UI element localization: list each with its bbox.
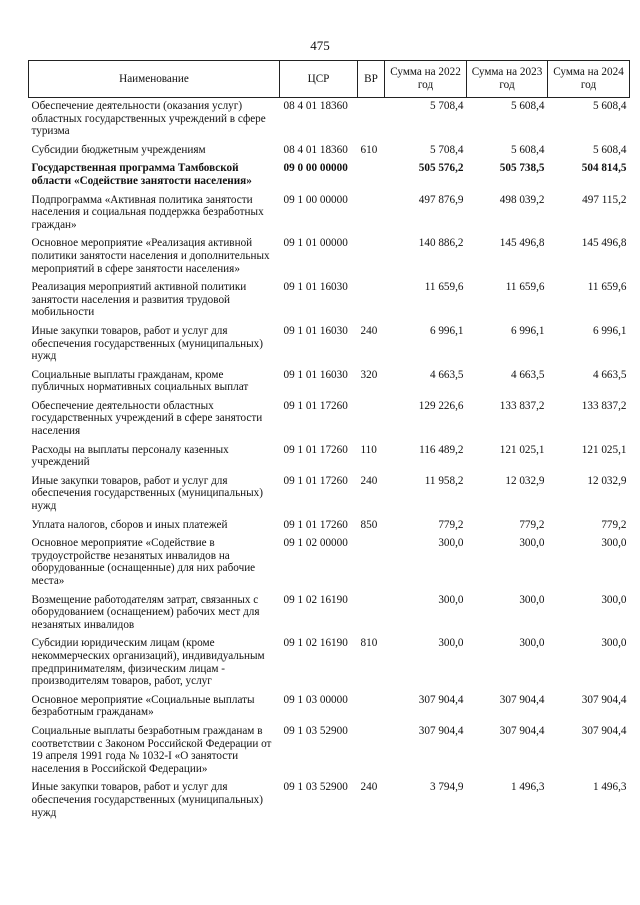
row-vr: 810 bbox=[360, 637, 378, 650]
row-sum-2024: 5 608,4 bbox=[592, 143, 627, 156]
row-sum-2023: 300,0 bbox=[519, 593, 545, 606]
row-csr: 09 1 02 00000 bbox=[283, 537, 348, 550]
table-row bbox=[29, 142, 630, 161]
row-name: Субсидии бюджетным учреждениям bbox=[31, 143, 206, 156]
row-sum-2022: 5 708,4 bbox=[429, 143, 464, 156]
row-sum-2022: 779,2 bbox=[438, 518, 464, 531]
row-sum-2022: 116 489,2 bbox=[419, 443, 464, 456]
row-sum-2024: 4 663,5 bbox=[592, 368, 627, 381]
table-row bbox=[29, 592, 630, 636]
header-vr: ВР bbox=[358, 61, 385, 98]
row-sum-2023: 505 738,5 bbox=[499, 162, 545, 175]
row-sum-2023: 5 608,4 bbox=[510, 100, 545, 112]
row-csr: 09 1 01 17260 bbox=[283, 518, 348, 531]
table-row bbox=[29, 473, 630, 517]
table-row bbox=[29, 442, 630, 473]
row-name: Возмещение работодателям затрат, связанных с оборудованием (оснащением) рабочих мест для незанятых инвалидов bbox=[31, 593, 260, 631]
row-sum-2022: 307 904,4 bbox=[418, 693, 464, 706]
row-sum-2022: 3 794,9 bbox=[429, 781, 464, 794]
row-vr bbox=[358, 98, 385, 142]
row-sum-2023: 6 996,1 bbox=[510, 324, 545, 337]
row-name: Реализация мероприятий активной политики занятости населения и развития трудовой мобильности bbox=[31, 281, 247, 319]
row-sum-2022: 129 226,6 bbox=[418, 399, 464, 412]
header-2023: Сумма на 2023 год bbox=[467, 61, 548, 98]
row-sum-2024: 133 837,2 bbox=[581, 399, 627, 412]
row-vr bbox=[358, 398, 385, 442]
row-sum-2022: 300,0 bbox=[438, 537, 464, 550]
table-row bbox=[29, 517, 630, 536]
row-sum-2024: 145 496,8 bbox=[581, 237, 627, 250]
table-row bbox=[29, 279, 630, 323]
row-vr: 850 bbox=[360, 518, 378, 531]
row-sum-2023: 498 039,2 bbox=[499, 193, 545, 206]
row-sum-2023: 133 837,2 bbox=[499, 399, 545, 412]
page-number: 475 bbox=[310, 38, 330, 53]
row-sum-2024: 300,0 bbox=[601, 537, 627, 550]
row-name: Основное мероприятие «Реализация активной политики занятости населения и дополнительных мероприятий в сфере занятости населения» bbox=[31, 237, 270, 275]
row-sum-2024: 307 904,4 bbox=[581, 724, 627, 737]
table-row bbox=[29, 367, 630, 398]
row-name: Иные закупки товаров, работ и услуг для обеспечения государственных (муниципальных) нужд bbox=[31, 781, 263, 819]
row-sum-2024: 779,2 bbox=[601, 518, 627, 531]
row-name: Социальные выплаты гражданам, кроме публичных нормативных социальных выплат bbox=[31, 368, 249, 394]
row-sum-2023: 779,2 bbox=[519, 518, 545, 531]
row-vr bbox=[358, 723, 385, 779]
row-name: Иные закупки товаров, работ и услуг для обеспечения государственных (муниципальных) нужд bbox=[31, 324, 263, 363]
row-vr: 610 bbox=[360, 143, 378, 156]
row-sum-2024: 6 996,1 bbox=[592, 324, 627, 337]
row-vr bbox=[358, 692, 385, 723]
row-sum-2022: 497 876,9 bbox=[418, 193, 464, 206]
row-csr: 08 4 01 18360 bbox=[283, 143, 348, 156]
row-sum-2023: 300,0 bbox=[519, 637, 545, 650]
row-name: Основное мероприятие «Социальные выплаты безработным гражданам» bbox=[31, 693, 255, 719]
row-vr bbox=[358, 160, 385, 191]
row-sum-2022: 6 996,1 bbox=[429, 324, 464, 337]
header-2022: Сумма на 2022 год bbox=[385, 61, 467, 98]
table-row bbox=[29, 192, 630, 236]
table-row bbox=[29, 535, 630, 591]
row-sum-2023: 307 904,4 bbox=[499, 724, 545, 737]
row-sum-2023: 12 032,9 bbox=[505, 474, 545, 487]
row-sum-2023: 1 496,3 bbox=[510, 781, 545, 794]
table-body bbox=[29, 98, 630, 824]
row-sum-2023: 11 659,6 bbox=[505, 281, 545, 294]
row-sum-2022: 11 659,6 bbox=[424, 281, 464, 294]
row-sum-2024: 5 608,4 bbox=[592, 100, 627, 112]
row-vr: 240 bbox=[360, 324, 378, 337]
row-sum-2022: 307 904,4 bbox=[418, 724, 464, 737]
row-name: Расходы на выплаты персоналу казенных учреждений bbox=[31, 443, 229, 469]
row-sum-2024: 497 115,2 bbox=[582, 193, 627, 206]
row-sum-2022: 11 958,2 bbox=[424, 474, 464, 487]
row-csr: 09 0 00 00000 bbox=[283, 162, 348, 175]
row-name: Иные закупки товаров, работ и услуг для обеспечения государственных (муниципальных) нужд bbox=[31, 474, 263, 513]
header-2024: Сумма на 2024 год bbox=[548, 61, 630, 98]
budget-table bbox=[28, 60, 630, 823]
row-sum-2023: 121 025,1 bbox=[499, 443, 545, 456]
row-vr bbox=[358, 235, 385, 279]
row-vr bbox=[358, 192, 385, 236]
row-csr: 09 1 02 16190 bbox=[283, 593, 348, 606]
table-header-row bbox=[29, 61, 630, 98]
row-sum-2022: 300,0 bbox=[438, 593, 464, 606]
row-name: Уплата налогов, сборов и иных платежей bbox=[31, 518, 228, 531]
row-csr: 09 1 01 17260 bbox=[283, 474, 348, 487]
header-csr: ЦСР bbox=[280, 61, 358, 98]
table-row bbox=[29, 692, 630, 723]
row-sum-2024: 300,0 bbox=[601, 593, 627, 606]
row-sum-2024: 307 904,4 bbox=[581, 693, 627, 706]
row-name: Субсидии юридическим лицам (кроме некоммерческих организаций), индивидуальным предпринимателям, физическим лицам - производителям товаров, работ, услуг bbox=[31, 637, 265, 688]
row-vr bbox=[358, 592, 385, 636]
table-row bbox=[29, 779, 630, 823]
table-row bbox=[29, 160, 630, 191]
row-vr: 320 bbox=[360, 368, 378, 381]
row-name: Обеспечение деятельности областных государственных учреждений в сфере занятости населения bbox=[31, 399, 263, 438]
row-csr: 09 1 02 16190 bbox=[283, 637, 348, 650]
row-name: Социальные выплаты безработным гражданам в соответствии с Законом Российской Федерации от 19 апреля 1991 года № 1032-I «О занятости населения в Российской Федерации» bbox=[31, 724, 272, 775]
row-csr: 09 1 01 00000 bbox=[283, 237, 348, 250]
row-csr: 09 1 01 17260 bbox=[283, 443, 348, 456]
table-row bbox=[29, 235, 630, 279]
row-sum-2023: 145 496,8 bbox=[499, 237, 545, 250]
row-csr: 09 1 01 17260 bbox=[283, 399, 348, 412]
table-row bbox=[29, 723, 630, 779]
row-sum-2023: 5 608,4 bbox=[510, 143, 545, 156]
table-row bbox=[29, 398, 630, 442]
row-csr: 09 1 01 16030 bbox=[283, 281, 348, 294]
row-sum-2024: 12 032,9 bbox=[587, 474, 627, 487]
row-sum-2024: 300,0 bbox=[601, 637, 627, 650]
row-vr: 110 bbox=[360, 443, 377, 456]
row-csr: 09 1 03 52900 bbox=[283, 781, 348, 794]
table-row bbox=[29, 98, 630, 142]
row-sum-2023: 4 663,5 bbox=[510, 368, 545, 381]
table-row bbox=[29, 635, 630, 691]
row-sum-2023: 307 904,4 bbox=[499, 693, 545, 706]
row-vr: 240 bbox=[360, 781, 378, 794]
row-csr: 09 1 00 00000 bbox=[283, 193, 348, 206]
row-sum-2022: 140 886,2 bbox=[418, 237, 464, 250]
row-name: Основное мероприятие «Содействие в трудоустройстве незанятых инвалидов на оборудованные (оснащенные) для них рабочие места» bbox=[31, 537, 256, 587]
row-sum-2022: 300,0 bbox=[438, 637, 464, 650]
row-csr: 08 4 01 18360 bbox=[283, 100, 348, 112]
row-vr bbox=[358, 279, 385, 323]
row-csr: 09 1 01 16030 bbox=[283, 368, 348, 381]
row-sum-2022: 4 663,5 bbox=[429, 368, 464, 381]
row-csr: 09 1 01 16030 bbox=[283, 324, 348, 337]
row-sum-2022: 5 708,4 bbox=[429, 100, 464, 112]
row-sum-2024: 504 814,5 bbox=[581, 162, 627, 175]
row-name: Государственная программа Тамбовской области «Содействие занятости населения» bbox=[31, 162, 252, 187]
row-vr: 240 bbox=[360, 474, 378, 487]
row-name: Подпрограмма «Активная политика занятости населения и социальная поддержка безработных граждан» bbox=[31, 193, 264, 231]
row-sum-2024: 11 659,6 bbox=[587, 281, 627, 294]
row-sum-2023: 300,0 bbox=[519, 537, 545, 550]
row-csr: 09 1 03 52900 bbox=[283, 724, 348, 737]
row-name: Обеспечение деятельности (оказания услуг) областных государственных учреждений в сфере туризма bbox=[31, 100, 266, 138]
header-name: Наименование bbox=[29, 61, 280, 98]
row-csr: 09 1 03 00000 bbox=[283, 693, 348, 706]
row-vr bbox=[358, 535, 385, 591]
row-sum-2024: 1 496,3 bbox=[592, 781, 627, 794]
row-sum-2024: 121 025,1 bbox=[581, 443, 627, 456]
table-row bbox=[29, 323, 630, 367]
row-sum-2022: 505 576,2 bbox=[418, 162, 464, 175]
